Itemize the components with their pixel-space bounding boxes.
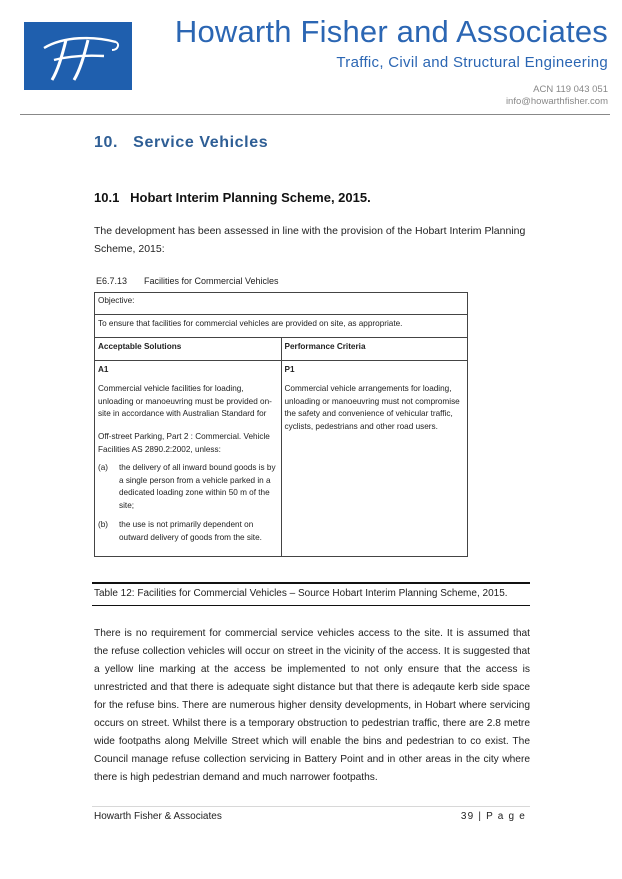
column-header-row [95, 338, 468, 361]
body-paragraph: There is no requirement for commercial service vehicles access to the site. It is assumed that the refuse collection vehicles will occur on street in the vicinity of the access. It is suggested that a yellow line marking at the access be implemented to not only ensure that the access is unrestricted and that there is adequate sight distance but that there is adeqaute kerb side space for the refuse bins. There are numerous higher density developments, in Hobart where servicing occurs on street. Whilst there is a temporary obstruction to pedestrian traffic, there are 2.8 metre wide footpaths along Melville Street which will enable the bins and pedestrian to co exist. The Council manage refuse collection servicing in Battery Point and in other areas in the city where there is high pedestrian demand and much narrower footpaths. [94, 628, 530, 783]
objective-label-row [95, 293, 468, 315]
objective-row [95, 315, 468, 338]
contact-email[interactable]: info@howarthfisher.com [505, 96, 608, 107]
caption-top-rule [92, 582, 530, 584]
acceptable-solution-cell [95, 361, 282, 557]
condition-a [98, 462, 278, 513]
col-performance-criteria: Performance Criteria [281, 338, 468, 361]
page-number: 39 | P a g e [460, 811, 526, 822]
col-acceptable-solutions: Acceptable Solutions [95, 338, 282, 361]
performance-text: Commercial vehicle arrangements for loading, unloading or manoeuvring must not compromise the safety and convenience of vehicular traffic, cyclists, pedestrians and other road users. [284, 383, 460, 432]
condition-label: (a) [98, 462, 109, 472]
firm-tagline: Traffic, Civil and Structural Engineering [336, 54, 608, 71]
intro-paragraph: The development has been assessed in line with the provision of the Hobart Interim Planning Scheme, 2015: [94, 225, 526, 255]
section-heading: 10. Service Vehicles [94, 134, 269, 151]
footer-divider [92, 806, 530, 807]
standard-label [96, 276, 279, 286]
firm-name: Howarth Fisher and Associates [174, 14, 608, 49]
standard-code: E6.7.13 [96, 276, 128, 286]
performance-code: P1 [284, 365, 295, 374]
footer-firm-name: Howarth Fisher & Associates [94, 811, 222, 822]
hf-monogram-logo [24, 22, 132, 90]
caption-bottom-rule [92, 605, 530, 606]
acceptable-text: Commercial vehicle facilities for loading, unloading or manoeuvring must be provided on-site in accordance with Australian Standard for [98, 383, 272, 419]
subsection-heading: 10.1 Hobart Interim Planning Scheme, 2015. [94, 190, 371, 205]
standards-table [94, 292, 468, 557]
acceptable-text-standard: Off-street Parking, Part 2 : Commercial. Vehicle Facilities AS 2890.2:2002, unless: [98, 432, 270, 454]
condition-label: (b) [98, 519, 109, 529]
header-divider [20, 114, 610, 115]
condition-text: the use is not primarily dependent on outward delivery of goods from the site. [119, 519, 262, 542]
criteria-row [95, 361, 468, 557]
acn-number: ACN 119 043 051 [533, 84, 608, 95]
logo-mark [24, 22, 132, 90]
objective-text: To ensure that facilities for commercial vehicles are provided on site, as appropriate. [95, 315, 468, 338]
condition-b [98, 519, 278, 545]
acceptable-code: A1 [98, 365, 109, 374]
standard-title: Facilities for Commercial Vehicles [144, 276, 279, 286]
condition-text: the delivery of all inward bound goods is by a single person from a vehicle parked in a dedicated loading zone within 50 m of the site; [119, 462, 276, 511]
table-caption: Table 12: Facilities for Commercial Vehicles – Source Hobart Interim Planning Scheme, 2015. [94, 588, 508, 599]
objective-label: Objective: [95, 293, 468, 315]
performance-criteria-cell [281, 361, 468, 557]
